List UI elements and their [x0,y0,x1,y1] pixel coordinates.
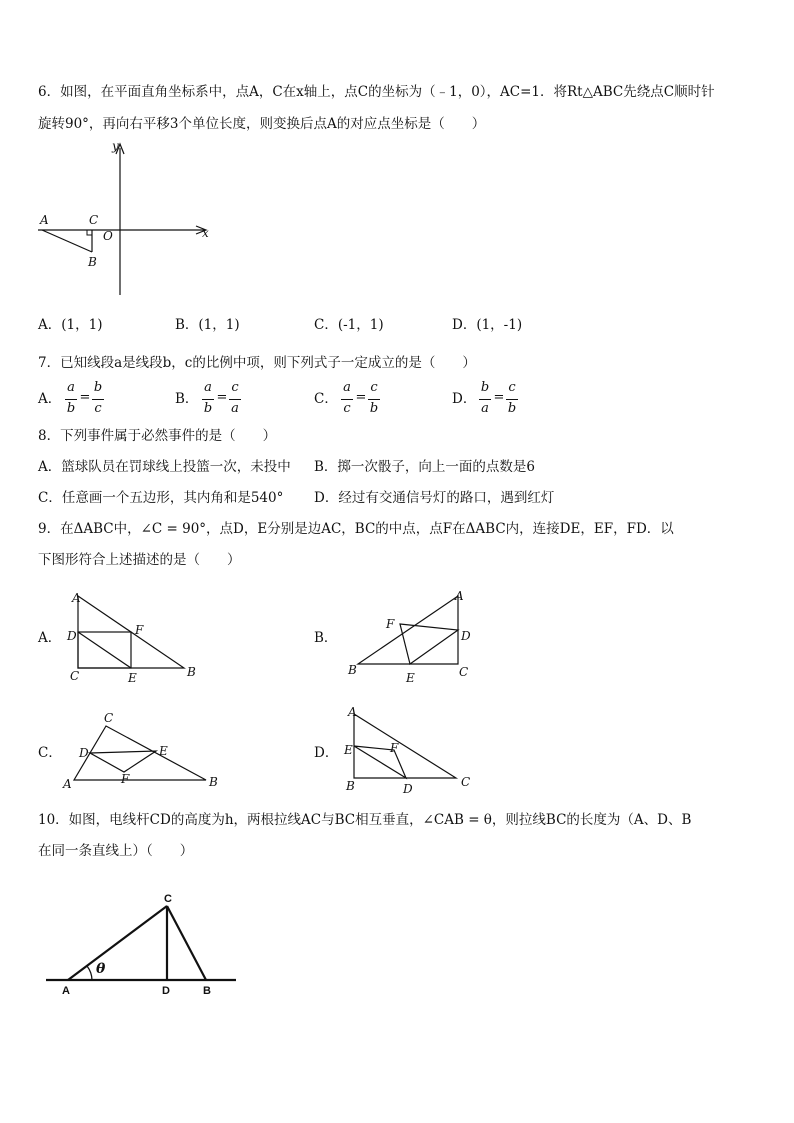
q9d-label-D: D [403,782,413,795]
q9c-label-B: B [209,775,218,789]
q7-c-num2: c [370,380,378,395]
q7-d-num1: b [480,380,490,395]
q7-option-d-letter: D． [452,391,477,407]
q7-b-den1: b [203,401,213,416]
q9c-label-F: F [121,772,130,786]
q6-label-x: x [202,226,209,240]
q7-option-a-formula [63,380,109,420]
q7-c-num1: a [343,380,351,395]
q9-stem-line2: 下图形符合上述描述的是（ ） [38,552,241,568]
q10-label-A: A [62,985,70,997]
q8-option-d: D．经过有交通信号灯的路口，遇到红灯 [314,490,555,506]
q7-a-num2: b [93,380,103,395]
q10-label-theta: θ [96,961,106,977]
q7-stem: 7．已知线段a是线段b，c的比例中项，则下列式子一定成立的是（ ） [38,355,476,371]
q6-label-B: B [88,255,97,269]
q6-label-y: y [112,140,119,153]
q9-option-a-letter: A． [38,630,62,646]
q9d-label-E: E [344,743,353,757]
q9a-label-B: B [187,665,196,679]
q7-a-den1: b [66,401,76,416]
q7-c-den1: c [343,401,351,416]
q7-d-den1: a [481,401,489,416]
q7-c-eq: = [355,390,367,405]
q9-option-b-letter: B． [314,630,338,646]
q9a-label-C: C [70,669,80,683]
q8-option-c: C．任意画一个五边形，其内角和是540° [38,490,284,506]
q7-a-den2: c [94,401,102,416]
q9c-label-D: D [79,746,89,760]
q9-option-d-letter: D． [314,745,339,761]
q6-coordinate-figure [30,140,220,300]
q9a-label-D: D [67,629,77,643]
q9a-label-F: F [135,623,144,637]
q9c-label-A: A [63,777,72,791]
q10-label-D: D [162,985,170,997]
q8-option-a: A．篮球队员在罚球线上投篮一次，未投中 [38,459,291,475]
q6-stem-line1: 6．如图，在平面直角坐标系中，点A，C在x轴上，点C的坐标为（﹣1，0），AC=1．将Rt△ABC先绕点C顺时针 [38,84,715,100]
q6-option-a: A．(1，1) [38,317,103,333]
q7-option-c-formula [339,380,385,420]
q7-a-num1: a [67,380,75,395]
q7-c-den2: b [369,401,379,416]
q9b-label-F: F [386,617,395,631]
q10-label-C: C [164,893,172,905]
q10-stem-line1: 10．如图，电线杆CD的高度为h，两根拉线AC与BC相互垂直，∠CAB = θ，则拉线BC的长度为（A、D、B [38,812,692,828]
q7-option-c-letter: C． [314,391,338,407]
q9b-label-B: B [348,663,357,677]
q6-stem-line2: 旋转90°，再向右平移3个单位长度，则变换后点A的对应点坐标是（ ） [38,116,486,132]
q7-d-num2: c [508,380,516,395]
q7-option-a-letter: A． [38,391,62,407]
q9-option-c-letter: C． [38,745,62,761]
q9c-label-C: C [104,711,114,725]
q7-option-d-formula [477,380,523,420]
q10-label-B: B [203,985,211,997]
q9-figure-b [340,586,480,686]
q6-option-d: D．(1，-1) [452,317,523,333]
q6-option-b: B．(1，1) [175,317,240,333]
q7-a-eq: = [79,390,91,405]
q7-d-eq: = [493,390,505,405]
q7-b-num1: a [204,380,212,395]
q9-stem-line1: 9．在ΔABC中，∠C = 90°，点D，E分别是边AC，BC的中点，点F在ΔABC内，连接DE，EF，FD．以 [38,521,674,537]
q9c-label-E: E [159,744,168,758]
q9b-label-D: D [461,629,471,643]
q7-option-b-letter: B． [175,391,199,407]
q7-b-den2: a [231,401,239,416]
q10-stem-line2: 在同一条直线上）（ ） [38,843,194,859]
q9a-label-E: E [128,671,137,685]
q9b-label-E: E [406,671,415,685]
q7-d-den2: b [507,401,517,416]
q6-label-O: O [103,229,113,243]
q9d-label-A: A [348,705,357,719]
q9-figure-a [62,586,212,686]
q9b-label-C: C [459,665,469,679]
q8-option-b: B．掷一次骰子，向上一面的点数是6 [314,459,536,475]
q10-pole-figure [40,888,250,1003]
q9d-label-B: B [346,779,355,793]
q7-b-eq: = [216,390,228,405]
q9-figure-c [60,708,225,793]
q9d-label-C: C [461,775,471,789]
q8-stem: 8．下列事件属于必然事件的是（ ） [38,428,277,444]
q9a-label-A: A [72,591,81,605]
q7-b-num2: c [231,380,239,395]
q6-label-A: A [40,213,49,227]
q7-option-b-formula [200,380,246,420]
q9b-label-A: A [455,589,464,603]
q9d-label-F: F [390,741,399,755]
q9-figure-d [338,700,478,795]
q6-option-c: C．(-1，1) [314,317,384,333]
q6-label-C: C [89,213,99,227]
